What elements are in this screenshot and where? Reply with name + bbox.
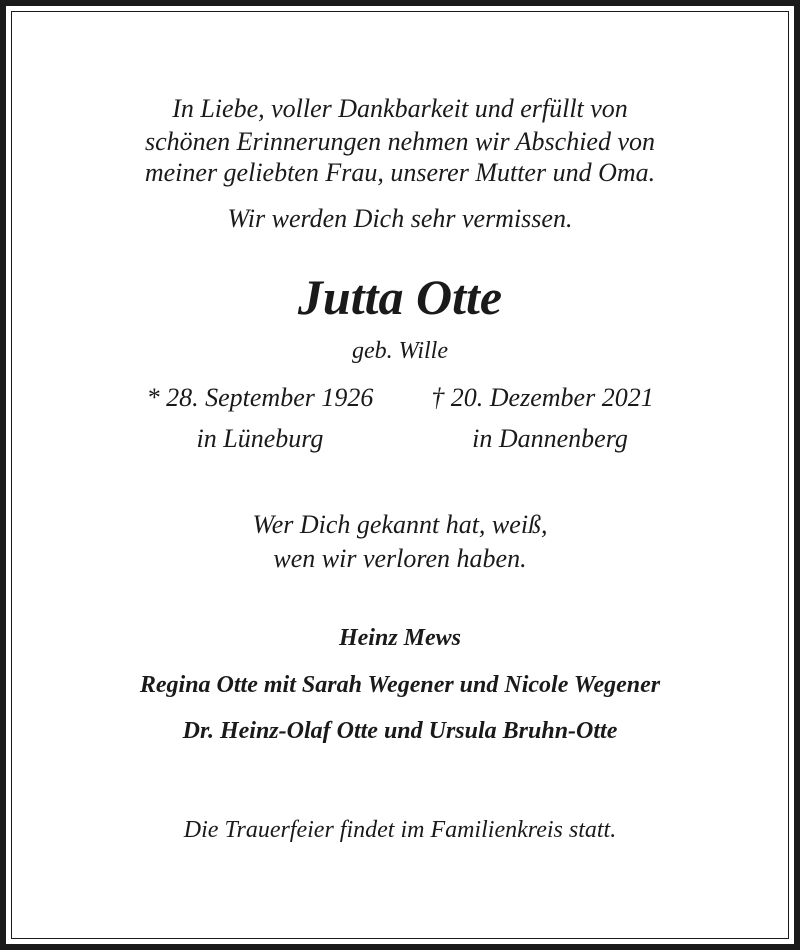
mourner-1: Heinz Mews bbox=[338, 625, 461, 651]
footer-note: Die Trauerfeier findet im Familienkreis statt. bbox=[183, 817, 617, 843]
intro-line-4: Wir werden Dich sehr vermissen. bbox=[227, 204, 573, 233]
quote-line-1: Wer Dich gekannt hat, weiß, bbox=[252, 510, 548, 539]
death-place: in Dannenberg bbox=[472, 424, 628, 453]
mourner-2: Regina Otte mit Sarah Wegener und Nicole Wegener bbox=[139, 672, 661, 698]
maiden-name: geb. Wille bbox=[352, 338, 448, 364]
intro-line-1: In Liebe, voller Dankbarkeit und erfüllt von bbox=[172, 94, 628, 123]
birth-date: * 28. September 1926 bbox=[146, 383, 374, 412]
intro-line-3: meiner geliebten Frau, unserer Mutter und Oma. bbox=[144, 158, 656, 187]
deceased-name: Jutta Otte bbox=[297, 269, 503, 325]
quote-line-2: wen wir verloren haben. bbox=[273, 544, 527, 573]
mourner-3: Dr. Heinz-Olaf Otte und Ursula Bruhn-Otte bbox=[182, 718, 618, 744]
intro-line-2: schönen Erinnerungen nehmen wir Abschied von bbox=[144, 127, 656, 156]
death-date: † 20. Dezember 2021 bbox=[431, 383, 654, 412]
birth-place: in Lüneburg bbox=[196, 424, 324, 453]
